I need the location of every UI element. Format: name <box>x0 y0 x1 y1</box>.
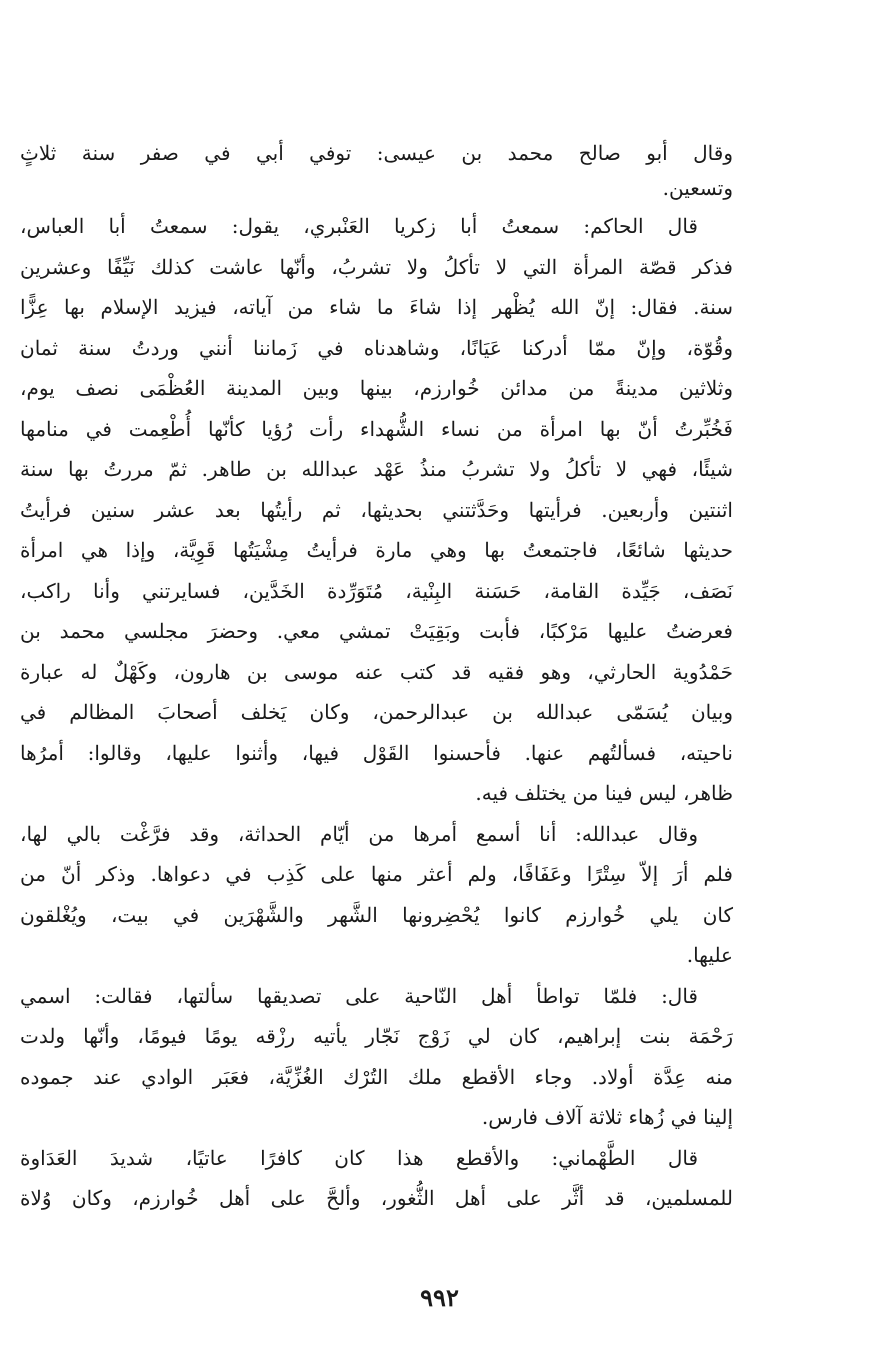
body-text <box>20 133 733 1219</box>
text-line-12: نَصَف، جَيِّدة القامة، حَسَنة البِنْية، مُتَوَرِّدة الخَدَّين، فسايرتني وأنا راكب، <box>20 578 733 603</box>
text-line-11: حديثها شائعًا، فاجتمعتُ بها وهي مارة فرأيتُ مِشْيَتُها قَوِيَّة، وإذا هي امرأة <box>20 538 733 562</box>
text-line-6: وقُوّة، وإنّ ممّا أدركنا عَيَانًا، وشاهدناه في زَماننا أنني وردتُ سنة ثمان <box>20 335 733 360</box>
text-line-14: حَمْدُوية الحارثي، وهو فقيه قد كتب عنه موسى بن هارون، وكَهْلٌ له عبارة <box>20 659 733 684</box>
page-number: ٩٩٢ <box>420 1283 459 1312</box>
text-line-7: وثلاثين مدينةً من مدائن خُوارزم، بينها وبين المدينة العُظْمَى نصف يوم، <box>20 376 733 400</box>
text-line-24: منه عِدَّة أولاد. وجاء الأقطع ملك التُرْك الغُزِّيَّة، فعَبَر الوادي عند جموده <box>20 1064 733 1089</box>
text-line-4: فذكر قصّة المرأة التي لا تأكلُ ولا تشربُ، وأنّها عاشت كذلك نَيِّفًا وعشرين <box>20 254 733 279</box>
text-line-23: رَحْمَة بنت إبراهيم، كان لي زَوْج نَجّار يأتيه رزْقه يومًا فيومًا، وأنّها ولدت <box>20 1024 733 1048</box>
text-line-19: فلم أرَ إلاّ سِتْرًا وعَفَافًا، ولم أعثر منها على كَذِب في دعواها. وذكر أنّ من <box>20 862 733 886</box>
text-line-17: ظاهر، ليس فينا من يختلف فيه. <box>475 781 733 805</box>
text-line-13: فعرضتُ عليها مَرْكبًا، فأبت وبَقِيَتْ تمشي معي. وحضرَ مجلسي محمد بن <box>20 619 733 643</box>
text-line-20: كان يلي خُوارزم كانوا يُحْضِرونها الشَّهر والشَّهْرَين في بيت، ويُغْلقون <box>20 902 733 927</box>
text-line-15: وبيان يُسَمّى عبدالله بن عبدالرحمن، وكان يَخلف أصحابَ المظالم في <box>20 700 733 724</box>
text-line-18: وقال عبدالله: أنا أسمع أمرها من أيّام الحداثة، وقد فرَّغْت بالي لها، <box>20 821 699 846</box>
text-line-8: فَخُبِّرتُ أنّ بها امرأة من نساء الشُّهداء رأت رُؤيا كأنّها أُطْعِمت في منامها <box>20 416 733 441</box>
text-line-27: للمسلمين، قد أثَّر على أهل الثُّغور، وألحَّ على أهل خُوارزم، وكان وُلاة <box>20 1186 733 1210</box>
text-line-25: إلينا في زُهاء ثلاثة آلاف فارس. <box>481 1105 733 1129</box>
text-line-3: قال الحاكم: سمعتُ أبا زكريا العَنْبري، يقول: سمعتُ أبا العباس، <box>20 214 698 238</box>
text-line-2: وتسعين. <box>662 175 733 200</box>
text-line-5: سنة. فقال: إنّ الله يُظْهر إذا شاءَ ما شاء من آياته، فيزيد الإسلام بها عِزًّا <box>20 295 733 319</box>
text-line-21: عليها. <box>686 943 733 967</box>
text-line-9: شيئًا، فهي لا تأكلُ ولا تشربُ منذُ عَهْد عبدالله بن طاهر. ثمّ مررتُ بها سنة <box>20 457 733 481</box>
text-line-16: ناحيته، فسألتُهم عنها. فأحسنوا القَوْل فيها، وأثنوا عليها، وقالوا: أمرُها <box>20 740 733 765</box>
text-line-1: وقال أبو صالح محمد بن عيسى: توفي أبي في صفر سنة ثلاثٍ <box>20 141 733 165</box>
text-line-22: قال: فلمّا تواطأ أهل النّاحية على تصديقها سألتها، فقالت: اسمي <box>20 983 698 1008</box>
text-line-26: قال الطَّهْماني: والأقطع هذا كان كافرًا عاتيًا، شديدَ العَدَاوة <box>20 1145 698 1170</box>
text-line-10: اثنتين وأربعين. فرأيتها وحَدَّثتني بحديثها، ثم رأيتُها بعد عشر سنين فرأيتُ <box>20 497 733 522</box>
